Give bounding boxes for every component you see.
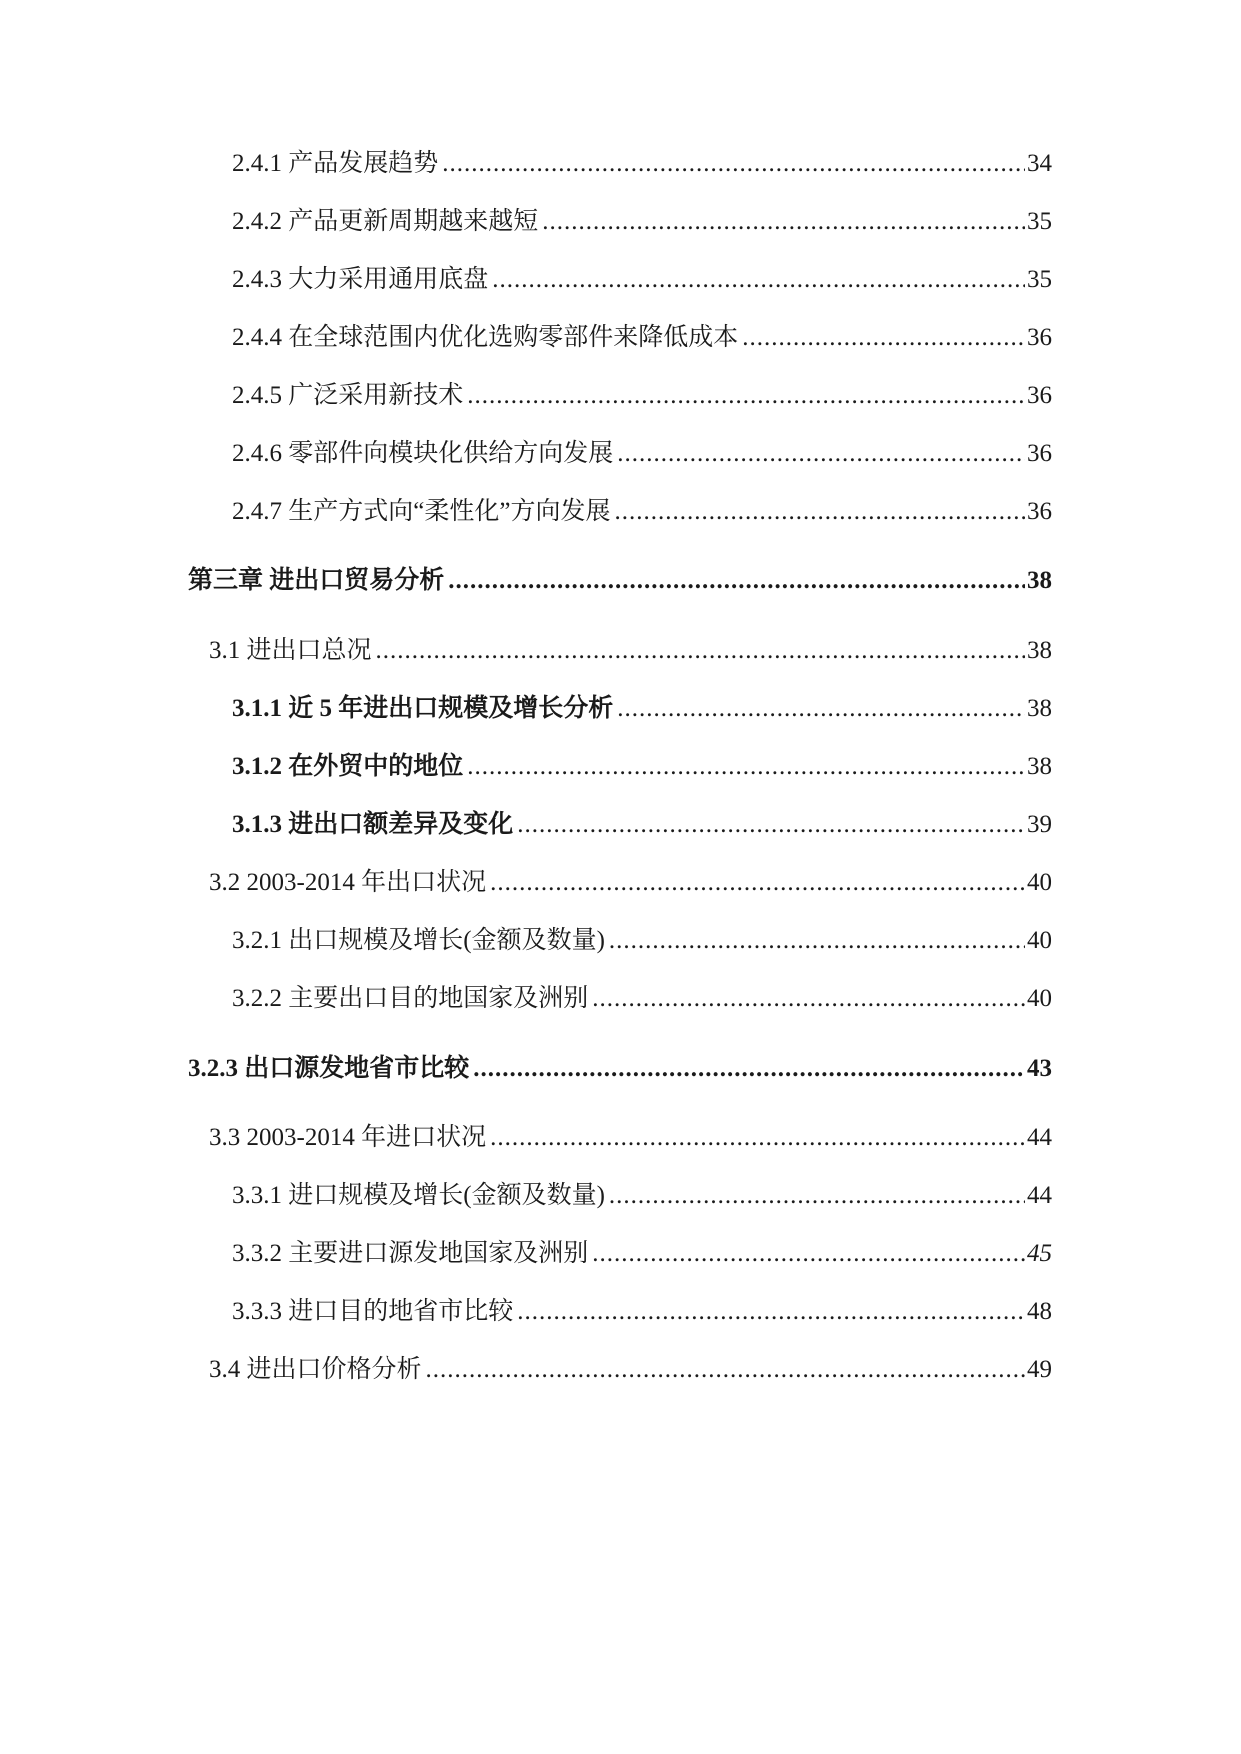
- toc-entry-title: 2.4.6 零部件向模块化供给方向发展: [232, 440, 614, 467]
- dot-leader: [617, 693, 1025, 725]
- toc-entry-title: 3.2.1 出口规模及增长(金额及数量): [232, 927, 605, 954]
- toc-entry-3-1-2[interactable]: [232, 751, 1052, 783]
- dot-leader: [426, 1354, 1025, 1386]
- toc-entry-page: 36: [1027, 324, 1052, 351]
- toc-entry-page: 48: [1027, 1298, 1052, 1325]
- toc-entry-3-1[interactable]: [209, 635, 1052, 667]
- toc-entry-page: 38: [1027, 695, 1052, 722]
- toc-entry-3-2-1[interactable]: [232, 925, 1052, 957]
- dot-leader: [614, 496, 1025, 528]
- toc-entry-title: 3.1 进出口总况: [209, 637, 372, 664]
- dot-leader: [592, 1238, 1025, 1270]
- toc-entry-page: 36: [1027, 382, 1052, 409]
- toc-entry-page: 36: [1027, 440, 1052, 467]
- toc-entry-3-3-3[interactable]: [232, 1296, 1052, 1328]
- toc-entry-page: 45: [1027, 1240, 1052, 1267]
- toc-entry-page: 38: [1027, 753, 1052, 780]
- toc-entry-page: 35: [1027, 208, 1052, 235]
- dot-leader: [442, 148, 1025, 180]
- toc-entry-title: 第三章 进出口贸易分析: [188, 567, 445, 594]
- dot-leader: [490, 1122, 1025, 1154]
- toc-entry-title: 3.3.3 进口目的地省市比较: [232, 1298, 514, 1325]
- dot-leader: [376, 635, 1025, 667]
- dot-leader: [617, 438, 1025, 470]
- toc-entry-title: 2.4.4 在全球范围内优化选购零部件来降低成本: [232, 324, 739, 351]
- dot-leader: [742, 322, 1025, 354]
- toc-entry-3-3-2[interactable]: [232, 1238, 1052, 1270]
- toc-entry-2-4-6[interactable]: [232, 438, 1052, 470]
- dot-leader: [609, 1180, 1025, 1212]
- toc-entry-title: 3.3.1 进口规模及增长(金额及数量): [232, 1182, 605, 1209]
- toc-entry-page: 35: [1027, 266, 1052, 293]
- dot-leader: [517, 1296, 1025, 1328]
- dot-leader: [517, 809, 1025, 841]
- toc-entry-3-3-1[interactable]: [232, 1180, 1052, 1212]
- toc-entry-title: 2.4.3 大力采用通用底盘: [232, 266, 489, 293]
- toc-entry-title: 3.4 进出口价格分析: [209, 1356, 422, 1383]
- dot-leader: [490, 867, 1025, 899]
- toc-entry-title: 2.4.7 生产方式向“柔性化”方向发展: [232, 498, 611, 525]
- toc-entry-2-4-1[interactable]: [232, 148, 1052, 180]
- toc-entry-3-1-3[interactable]: [232, 809, 1052, 841]
- dot-leader: [473, 1053, 1025, 1085]
- toc-entry-page: 36: [1027, 498, 1052, 525]
- toc-entry-2-4-4[interactable]: [232, 322, 1052, 354]
- toc-entry-title: 2.4.5 广泛采用新技术: [232, 382, 464, 409]
- toc-entry-page: 38: [1027, 637, 1052, 664]
- toc-entry-page: 43: [1027, 1055, 1052, 1082]
- toc-entry-page: 49: [1027, 1356, 1052, 1383]
- toc-entry-3-1-1[interactable]: [232, 693, 1052, 725]
- toc-entry-3-2-3[interactable]: [188, 1053, 1052, 1085]
- toc-entry-page: 40: [1027, 985, 1052, 1012]
- dot-leader: [467, 751, 1025, 783]
- toc-entry-title: 3.1.3 进出口额差异及变化: [232, 811, 514, 838]
- toc-entry-title: 3.3.2 主要进口源发地国家及洲别: [232, 1240, 589, 1267]
- toc-entry-2-4-7[interactable]: [232, 496, 1052, 528]
- toc-entry-3-2[interactable]: [209, 867, 1052, 899]
- toc-entry-page: 44: [1027, 1124, 1052, 1151]
- dot-leader: [448, 565, 1025, 597]
- toc-entry-2-4-5[interactable]: [232, 380, 1052, 412]
- dot-leader: [467, 380, 1025, 412]
- toc-entry-3-2-2[interactable]: [232, 983, 1052, 1015]
- toc-entry-title: 2.4.1 产品发展趋势: [232, 150, 439, 177]
- dot-leader: [542, 206, 1025, 238]
- dot-leader: [492, 264, 1025, 296]
- toc-entry-title: 2.4.2 产品更新周期越来越短: [232, 208, 539, 235]
- toc-entry-title: 3.2.2 主要出口目的地国家及洲别: [232, 985, 589, 1012]
- toc-entry-page: 38: [1027, 567, 1052, 594]
- dot-leader: [592, 983, 1025, 1015]
- toc-entry-page: 44: [1027, 1182, 1052, 1209]
- toc-entry-chapter-3[interactable]: [188, 565, 1052, 597]
- toc-entry-page: 40: [1027, 927, 1052, 954]
- toc-entry-page: 34: [1027, 150, 1052, 177]
- toc-entry-title: 3.1.1 近 5 年进出口规模及增长分析: [232, 695, 614, 722]
- toc-entry-3-3[interactable]: [209, 1122, 1052, 1154]
- toc-entry-title: 3.2.3 出口源发地省市比较: [188, 1055, 470, 1082]
- dot-leader: [609, 925, 1025, 957]
- toc-entry-3-4[interactable]: [209, 1354, 1052, 1386]
- toc-entry-page: 39: [1027, 811, 1052, 838]
- toc-entry-title: 3.2 2003-2014 年出口状况: [209, 869, 487, 896]
- toc-entry-title: 3.1.2 在外贸中的地位: [232, 753, 464, 780]
- toc-entry-2-4-3[interactable]: [232, 264, 1052, 296]
- toc-entry-2-4-2[interactable]: [232, 206, 1052, 238]
- toc-entry-title: 3.3 2003-2014 年进口状况: [209, 1124, 487, 1151]
- toc-entry-page: 40: [1027, 869, 1052, 896]
